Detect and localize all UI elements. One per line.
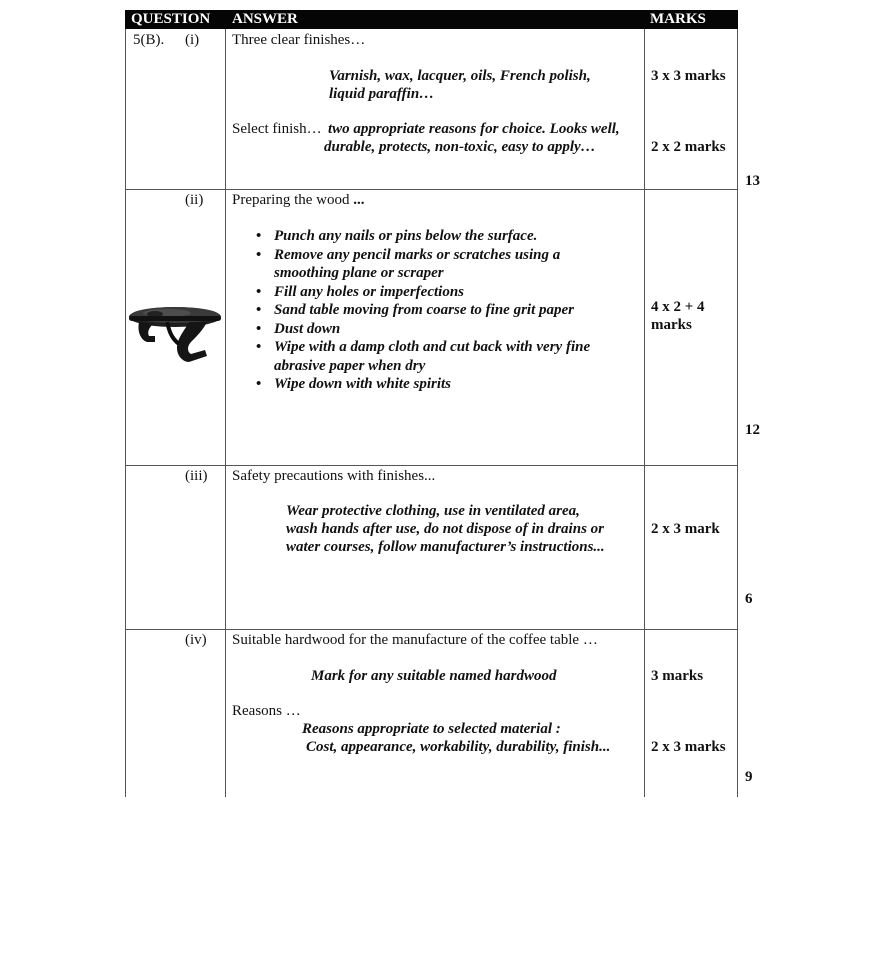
list-item: • Dust down — [256, 320, 590, 339]
header-question: QUESTION — [131, 11, 211, 27]
part-label-iv: (iv) — [185, 632, 207, 648]
answer-i-line-1: Varnish, wax, lacquer, oils, French polish, — [329, 68, 591, 84]
intro-ii-suffix: ... — [353, 192, 365, 208]
rule-question — [225, 29, 226, 797]
rule-answer — [644, 29, 645, 797]
rule-left — [125, 29, 126, 797]
marks-iv-2: 2 x 3 marks — [651, 739, 726, 755]
intro-iii: Safety precautions with finishes... — [232, 468, 436, 484]
marks-i-1: 3 x 3 marks — [651, 68, 726, 84]
intro-iv: Suitable hardwood for the manufacture of the coffee table … — [232, 632, 598, 648]
question-number: 5(B). — [133, 32, 165, 48]
intro-i: Three clear finishes… — [232, 32, 366, 48]
list-item: • Wipe with a damp cloth and cut back with very fine — [256, 338, 590, 357]
list-item: • Punch any nails or pins below the surface. — [256, 227, 590, 246]
answer-iii-line-2: wash hands after use, do not dispose of in drains or — [286, 521, 604, 537]
intro-ii — [232, 191, 364, 209]
list-item: • Fill any holes or imperfections — [256, 283, 590, 302]
list-item: • Remove any pencil marks or scratches using a — [256, 246, 590, 265]
marks-ii-line-2: marks — [651, 317, 692, 333]
answer-iv-2-line-1: Reasons appropriate to selected material : — [302, 721, 561, 737]
rule-marks — [737, 29, 738, 797]
marks-ii-line-1: 4 x 2 + 4 — [651, 299, 705, 315]
part-label-i: (i) — [185, 32, 200, 48]
part-label-iii: (iii) — [185, 468, 208, 484]
total-ii: 12 — [745, 422, 760, 438]
preparation-steps — [256, 227, 590, 394]
answer-iii-line-1: Wear protective clothing, use in ventilated area, — [286, 503, 580, 519]
intro-ii-text: Preparing the wood — [232, 192, 350, 208]
rule-row-1 — [125, 189, 738, 190]
answer-iv-1: Mark for any suitable named hardwood — [311, 668, 557, 684]
total-iv: 9 — [745, 769, 753, 785]
list-item-continuation: abrasive paper when dry — [274, 357, 426, 374]
header-answer: ANSWER — [232, 11, 298, 27]
answer-i-2-line-2: durable, protects, non-toxic, easy to apply… — [324, 139, 596, 155]
answer-i-2-line-1: two appropriate reasons for choice. Looks well, — [328, 121, 620, 137]
marks-i-2: 2 x 2 marks — [651, 139, 726, 155]
part-label-ii: (ii) — [185, 192, 204, 208]
answer-i-line-2: liquid paraffin… — [329, 86, 435, 102]
answer-iv-2-line-2: Cost, appearance, workability, durability, finish... — [306, 739, 611, 755]
rule-row-2 — [125, 465, 738, 466]
header-marks: MARKS — [650, 11, 706, 27]
intro-iv-2: Reasons … — [232, 703, 301, 719]
list-item: • Sand table moving from coarse to fine grit paper — [256, 301, 590, 320]
table-header — [125, 10, 738, 29]
total-i: 13 — [745, 173, 760, 189]
total-iii: 6 — [745, 591, 753, 607]
answer-iii-line-3: water courses, follow manufacturer’s instructions... — [286, 539, 605, 555]
marks-iv-1: 3 marks — [651, 668, 704, 684]
rule-row-3 — [125, 629, 738, 630]
list-item-continuation: smoothing plane or scraper — [274, 265, 444, 281]
marks-iii: 2 x 3 mark — [651, 521, 720, 537]
intro-i-2: Select finish… — [232, 121, 322, 137]
coffee-table-image — [127, 300, 223, 370]
list-item: • Wipe down with white spirits — [256, 375, 590, 394]
